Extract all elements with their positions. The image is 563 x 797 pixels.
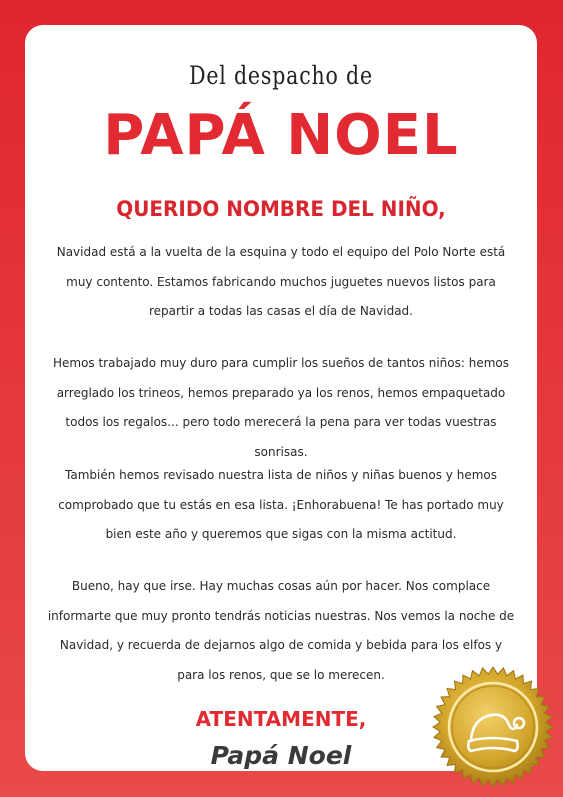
gold-seal [431, 665, 555, 789]
paragraph-3: También hemos revisado nuestra lista de niños y niñas buenos y hemos comprobado que tu estás en esa lista. ¡Enhorabuena! Te has portado muy bien este año y queremos que sigas con la misma actitud. [58, 468, 504, 541]
letter-title: PAPÁ NOEL [103, 103, 459, 168]
paragraph-2: Hemos trabajado muy duro para cumplir los sueños de tantos niños: hemos arreglado los trineos, hemos preparado ya los renos, hemos empaquetado todos los regalos... pero todo merecerá la pena para ver todas vuestras sonrisas. [52, 356, 510, 459]
paragraph-4: Bueno, hay que irse. Hay muchas cosas aún por hacer. Nos complace informarte que muy pronto tendrás noticias nuestras. Nos vemos la noche de Navidad, y recuerda de dejarnos algo de comida y bebida para los elfos y para los renos, que se lo merecen. [47, 579, 515, 682]
letter-card [25, 25, 537, 771]
letter-greeting: QUERIDO NOMBRE DEL NIÑO, [116, 197, 446, 221]
letter-signature: Papá Noel [210, 741, 352, 770]
paragraph-1: Navidad está a la vuelta de la esquina y todo el equipo del Polo Norte está muy contento. Estamos fabricando muchos juguetes nuevos listos para repartir a todas las casas el día de Navidad. [56, 245, 506, 318]
letter-subtitle: Del despacho de [189, 61, 373, 90]
letter-closing: ATENTAMENTE, [195, 707, 367, 731]
